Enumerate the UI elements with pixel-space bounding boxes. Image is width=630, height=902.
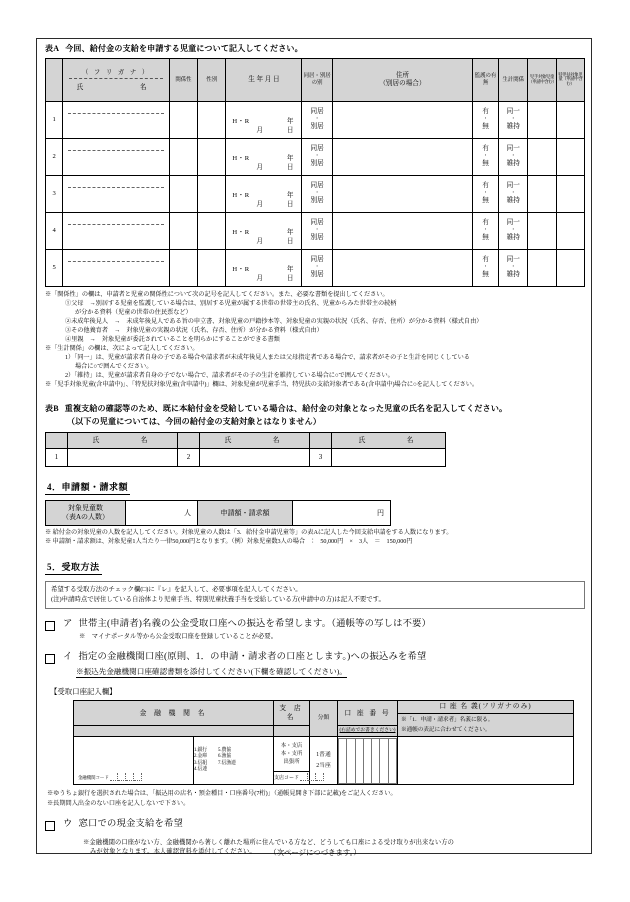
row-livelihood-opt-a: 同一 [506,145,520,153]
label-claim-amount: 申請額・請求額 [198,501,293,526]
row-livelihood-sep: ・ [510,153,516,159]
row-dob-era: H・R [232,265,250,273]
bank-h-holder: 口 座 名 義(フリガナのみ) [398,701,573,713]
row-no: 1 [46,101,63,138]
row-gender-input[interactable] [198,175,226,212]
row-special-allowance-input[interactable] [556,138,584,175]
col-no [46,58,63,101]
checkbox-option-a[interactable] [45,621,55,631]
row-address-input[interactable] [332,138,472,175]
kind-v: 金庫 [197,754,208,760]
row-livelihood-opt-b: 維持 [506,270,520,278]
bank-h-branch: 支 店 名 [274,701,310,726]
row-name-dash [68,224,163,225]
unit-yen: 円 [377,508,384,517]
option-c-subnote-2: みが対象となります。本人確認資料を添付してください。 [90,848,256,856]
option-c-subnote-1: ※金融機関の口座がない方、金融機関から著しく離れた場所に住んでいる方など、どうしても口座による受け取りが出来ない方の [83,838,455,846]
row-dob-era: H・R [232,154,250,162]
section-4-title [45,481,130,495]
row-dob-month: 月 [256,126,263,134]
bank-holder-input[interactable] [398,737,574,785]
row-custody-opt-b: 無 [482,122,489,130]
branch-line-3: 出張所 [283,759,300,766]
option-b-attachment-note: ※振込先金融機関口座確認書類を添付してください(下欄を確認してください)。 [76,667,347,678]
col-special-allowance [556,58,584,101]
row-cohabit-opt-a: 同居 [310,145,324,153]
bank-h-holder-wrap [398,701,574,737]
checkbox-option-c[interactable] [45,821,55,831]
row-cohabit-choice[interactable] [302,175,332,212]
col-special-allowance-label: 特児扶対象児童（申請中含む） [558,71,583,87]
tb-col-no-2 [178,433,200,449]
row-name-dash [68,113,163,114]
branch-line-2: 本・支所 [280,751,303,758]
row-cohabit-opt-b: 別居 [310,159,324,167]
row-cohabit-sep: ・ [314,116,320,122]
col-address-sublabel: （別居の場合） [379,79,426,87]
row-cohabit-choice[interactable] [302,249,332,286]
note-line: 1）「同一」は、児童が請求者自身の子である場合や請求者が未成年後見人または父母指定者である場合で、請求者がその子と生計を同じくしている [65,353,470,361]
page-footer: （次ページにつづきます。） [269,848,361,858]
acctno-digit[interactable] [363,738,371,783]
row-livelihood-sep: ・ [510,190,516,196]
row-address-input[interactable] [332,212,472,249]
col-livelihood [499,58,528,101]
kind-n: 1. [194,747,198,753]
table-b-caption-text: 重複支給の確認等のため、既に本給付金を受給している場合は、給付金の対象となった児童の氏名を記入してください。 [64,403,508,413]
row-dob-day: 日 [286,126,294,134]
row-custody-opt-b: 無 [482,196,489,204]
row-name-dash [68,187,163,188]
intro-line-2: (注)申請時点で居住している自治体より児童手当、特別児童扶養手当を受給している方(申請中の方)は記入不要です。 [51,596,385,604]
table-row [46,212,585,249]
label-target-count-sub: （表Aの人数） [61,513,110,522]
row-cohabit-choice[interactable] [302,212,332,249]
acctno-digit[interactable] [355,738,363,783]
row-cohabit-sep: ・ [314,190,320,196]
row-relation-input[interactable] [169,101,197,138]
row-custody-sep: ・ [483,153,489,159]
tb-col-name-3: 氏 名 [332,433,446,449]
table-amount [45,500,391,526]
table-a-notes [45,291,585,390]
note-line: が分かる資料（児童の世帯の住民票など） [75,308,192,316]
tb-row-name-input-1[interactable] [68,449,178,467]
label-target-count-main: 対象児童数 [68,504,103,513]
kind-n: 4. [194,767,198,773]
option-a-subnote: ※ マイナポータル等から公金受取口座を登録していることが必要。 [79,632,278,640]
table-a-caption-text: 今回、給付金の支給を申請する児童について記入してください。 [65,44,303,53]
furigana-label: （ フ リ ガ ナ ） [81,68,151,76]
section-5-title-text: 受取方法 [61,562,100,573]
row-custody-choice[interactable] [473,249,499,286]
acctno-digit[interactable] [339,738,347,783]
table-a [45,58,585,287]
table-b-caption-2: （以下の児童については、今回の給付金の支給対象とはなりません） [67,417,322,427]
row-custody-opt-b: 無 [482,159,489,167]
row-address-input[interactable] [332,101,472,138]
row-dob-era: H・R [232,191,250,199]
name-label: 氏 名 [76,83,156,91]
row-cohabit-opt-b: 別居 [310,122,324,130]
option-b-attachment-note-wrap [45,667,585,678]
row-custody-opt-b: 無 [482,270,489,278]
option-c-text: 窓口での現金支給を希望 [78,818,183,829]
bank-box-title: 【受取口座記入欄】 [50,687,117,697]
row-livelihood-sep: ・ [510,227,516,233]
row-relation-input[interactable] [169,175,197,212]
option-a-kana: ア [63,618,73,629]
row-no: 2 [46,138,63,175]
option-c-row[interactable] [45,818,585,831]
section-4-notes [45,529,585,547]
row-gender-input[interactable] [198,138,226,175]
row-livelihood-opt-b: 維持 [506,196,520,204]
kind-n: 6. [218,754,222,760]
row-no: 5 [46,249,63,286]
row-relation-input[interactable] [169,249,197,286]
row-cohabit-opt-a: 同居 [310,256,324,264]
option-b-kana: イ [63,652,73,663]
bank-note-line: ※ゆうちょ銀行を選択された場合は、「振込用の店名・預金種目・口座番号(7桁)」（通帳見開き下部に記載)をご記入ください。 [47,790,397,798]
note-line: 2）「維持」は、児童が請求者自身の子でない場合で、請求者がその子の生計を維持している場合に○で囲んでください。 [65,371,394,379]
col-livelihood-label: 生計関係 [502,76,525,83]
row-name-input[interactable] [63,175,169,212]
bank-branch-code-row [274,772,310,785]
bank-type-1: 1普通 [316,751,331,758]
row-dob-day: 日 [286,163,294,171]
kind-n: 3. [194,760,198,766]
kind-v: 信連 [197,767,208,773]
col-custody [473,58,499,101]
kind-v: 信組 [197,760,208,766]
row-address-input[interactable] [332,175,472,212]
intro-line-1: 希望する受取方法のチェック欄(□)に『レ』を記入して、必要事項を記入してください。 [51,586,302,594]
row-livelihood-choice[interactable] [499,138,528,175]
bank-holder-note-1: ※「1．申請・請求者」名義に限る。 [398,714,573,726]
row-custody-sep: ・ [483,227,489,233]
row-dob-month: 月 [256,200,263,208]
kind-v: 漁協 [221,754,232,760]
row-custody-choice[interactable] [473,212,499,249]
row-dob-input[interactable] [226,175,302,212]
row-gender-input[interactable] [198,249,226,286]
row-custody-opt-a: 有 [482,256,489,264]
row-livelihood-sep: ・ [510,264,516,270]
table-a-label: 表A [45,44,60,53]
row-custody-sep: ・ [483,190,489,196]
row-special-allowance-input[interactable] [556,249,584,286]
row-dob-era: H・R [232,117,250,125]
tb-row-no-2: 2 [178,449,200,467]
row-livelihood-opt-a: 同一 [506,219,520,227]
row-name-dash [68,150,163,151]
col-relation [169,58,197,101]
note-line: 場合に○で囲んでください。 [75,362,153,370]
row-dob-day: 日 [286,237,294,245]
table-row [46,175,585,212]
col-cohabit [302,58,332,101]
row-dob-day: 日 [286,274,294,282]
col-child-allowance [528,58,556,101]
tb-col-no-3 [310,433,332,449]
row-custody-sep: ・ [483,116,489,122]
row-dob-year: 年 [286,265,294,273]
option-b-text: 指定の金融機関口座(原則、1．の申請・請求者の口座とします。)への振込みを希望 [78,652,427,663]
row-livelihood-opt-a: 同一 [506,108,520,116]
col-custody-label: 監護の有無 [474,73,497,86]
row-livelihood-sep: ・ [510,116,516,122]
bank-notes [45,789,585,808]
option-a-row[interactable] [45,618,585,631]
row-name-input[interactable] [63,249,169,286]
row-dob-month: 月 [256,237,263,245]
row-relation-input[interactable] [169,212,197,249]
row-cohabit-opt-b: 別居 [310,196,324,204]
row-child-allowance-input[interactable] [528,249,556,286]
row-dob-month: 月 [256,274,263,282]
row-child-allowance-input[interactable] [528,212,556,249]
row-livelihood-choice[interactable] [499,212,528,249]
row-cohabit-choice[interactable] [302,101,332,138]
row-dob-year: 年 [286,228,294,236]
row-cohabit-sep: ・ [314,153,320,159]
row-livelihood-opt-a: 同一 [506,256,520,264]
row-livelihood-opt-b: 維持 [506,233,520,241]
section-5-number: 5． [47,562,62,573]
row-dob-era: H・R [232,228,250,236]
row-cohabit-opt-b: 別居 [310,270,324,278]
label-target-count [46,501,126,526]
checkbox-option-b[interactable] [45,654,55,664]
section-5-heading [45,561,585,575]
table-row [46,138,585,175]
input-target-count[interactable] [126,501,198,526]
row-cohabit-opt-a: 同居 [310,108,324,116]
row-custody-opt-b: 無 [482,233,489,241]
table-row [46,449,446,467]
row-child-allowance-input[interactable] [528,101,556,138]
kind-v: 銀行 [197,747,208,753]
bank-h-type: 分類 [310,701,338,737]
col-dob [226,58,302,101]
col-address [332,58,472,101]
option-b-row[interactable] [45,651,585,664]
row-child-allowance-input[interactable] [528,175,556,212]
branch-code-cells[interactable] [300,773,324,781]
row-cohabit-opt-b: 別居 [310,233,324,241]
tb-col-no-1 [46,433,68,449]
input-claim-amount[interactable] [293,501,391,526]
note-line: ②未成年後見人 → 未成年後見人である旨の申立書、対象児童の戸籍抄本等、対象児童の実親の状況（氏名、存否、住所）が分かる資料（様式自由） [65,317,483,325]
row-gender-input[interactable] [198,212,226,249]
row-custody-opt-a: 有 [482,219,489,227]
row-gender-input[interactable] [198,101,226,138]
table-a-caption [45,44,585,55]
note-line: ※「関係性」の欄は、申請者と児童の関係性について次の記号を記入してください。また、必要な書類を提出してください。 [45,290,389,298]
bank-code-row [76,773,142,781]
kind-n: 7. [218,760,222,766]
bank-code-cells[interactable] [110,773,142,781]
row-custody-sep: ・ [483,264,489,270]
note-line: ①父母 →別居する児童を監護している場合は、別居する児童が属する世帯の世帯主の氏名、児童からみた世帯主の続柄 [65,299,397,307]
table-row [46,249,585,286]
bank-kind-legend [194,737,274,785]
row-name-dash [68,261,163,262]
section-5-title [45,561,102,575]
row-name-input[interactable] [63,212,169,249]
table-b-label: 表B [45,403,59,413]
row-dob-input[interactable] [226,138,302,175]
row-relation-input[interactable] [169,138,197,175]
tb-col-name-2: 氏 名 [200,433,310,449]
option-a-text: 世帯主(申請者)名義の公金受取口座への振込を希望します。（通帳等の写しは不要） [78,618,432,629]
row-cohabit-sep: ・ [314,264,320,270]
row-no: 3 [46,175,63,212]
bank-h-acctno [338,701,398,726]
bank-h-acctno-sub [338,725,398,736]
row-special-allowance-input[interactable] [556,101,584,138]
acctno-digit[interactable] [388,738,396,783]
tb-row-no-3: 3 [310,449,332,467]
col-child-allowance-label: 児手対象児童（申請中含む） [528,74,557,84]
row-custody-choice[interactable] [473,101,499,138]
row-cohabit-sep: ・ [314,227,320,233]
bank-type-2: 2当座 [316,762,331,769]
col-gender-label: 性別 [206,76,218,83]
note-line: ※ 申請額・請求額は、対象児童1人当たり一律50,000円となります。（例）対象児童数3人の場合 ： 50,000円 × 3人 ＝ 150,000円 [45,538,413,546]
row-custody-opt-a: 有 [482,108,489,116]
section-4-title-text: 申請額・請求額 [61,482,129,493]
row-livelihood-choice[interactable] [499,101,528,138]
row-no: 4 [46,212,63,249]
bank-institution-input[interactable] [74,737,194,785]
tb-row-name-input-2[interactable] [200,449,310,467]
row-dob-month: 月 [256,163,263,171]
note-line: ※ 給付金の対象児童の人数を記入してください。対象児童の人数は「3．給付金申請児童等」の表Aに記入した今回支給申請をする人数になります。 [45,529,453,537]
row-custody-opt-a: 有 [482,182,489,190]
col-gender [198,58,226,101]
row-special-allowance-input[interactable] [556,175,584,212]
tb-col-name-1: 氏 名 [68,433,178,449]
table-b-caption [45,404,585,415]
branch-line-1: 本・支店 [280,743,303,750]
row-dob-input[interactable] [226,212,302,249]
row-name-input[interactable] [63,101,169,138]
row-dob-year: 年 [286,191,294,199]
receive-method-intro-box [45,581,585,608]
row-livelihood-opt-b: 維持 [506,159,520,167]
row-name-input[interactable] [63,138,169,175]
row-cohabit-choice[interactable] [302,138,332,175]
kind-n: 2. [194,754,198,760]
tb-row-no-1: 1 [46,449,68,467]
kind-n: 5. [218,747,222,753]
bank-holder-note-2: ※通帳の表記に合わせてください。 [398,724,573,736]
bank-note-line: ※長期間入出金のない口座を記入しないで下さい。 [47,799,190,807]
row-livelihood-opt-a: 同一 [506,182,520,190]
row-livelihood-choice[interactable] [499,175,528,212]
section-4-number: 4． [47,482,62,493]
row-dob-day: 日 [286,200,294,208]
kind-v: 信漁連 [221,760,236,766]
row-dob-input[interactable] [226,249,302,286]
bank-acctno-input[interactable] [338,737,398,785]
row-child-allowance-input[interactable] [528,138,556,175]
kind-v: 農協 [221,747,232,753]
bank-branch-input[interactable] [274,737,310,772]
note-line: ※「児手対象児童(含申請中)」、「特児扶対象児童(含申請中)」欄は、対象児童が児童手当、特児扶の支給対象者である(含申請中)場合に○を記入してください。 [45,380,479,388]
col-name [63,58,169,101]
note-line: ③その他養育者 → 対象児童の実親の状況（氏名、存否、住所）が分かる資料（様式自由） [65,326,323,334]
col-cohabit-label: 同居・別居の別 [303,73,331,86]
branch-code-label: 支店コード [274,776,300,782]
acctno-digit[interactable] [372,738,380,783]
unit-person: 人 [184,508,191,517]
option-c-kana: ウ [63,818,73,829]
section-4-heading [45,481,585,495]
acctno-digit[interactable] [380,738,388,783]
bank-code-label: 金融機関コード [78,775,109,781]
row-cohabit-opt-a: 同居 [310,182,324,190]
acctno-digit[interactable] [347,738,355,783]
row-dob-year: 年 [286,154,294,162]
table-bank-account [73,700,574,785]
row-cohabit-opt-a: 同居 [310,219,324,227]
bank-h-acctno-sub-text: (右詰めでお書きください) [339,727,396,733]
row-livelihood-choice[interactable] [499,249,528,286]
bank-h-institution: 金 融 機 関 名 [74,701,274,726]
row-address-input[interactable] [332,249,472,286]
row-dob-input[interactable] [226,101,302,138]
note-line: ④里親 → 対象児童が委託されていることを明らかにすることができる書類 [65,335,280,343]
row-dob-year: 年 [286,117,294,125]
col-dob-label: 生 年 月 日 [248,75,280,83]
note-line: ※「生計関係」の欄は、次によって記入してください。 [45,344,199,352]
row-livelihood-opt-b: 維持 [506,122,520,130]
col-address-label: 住所 [395,71,410,79]
row-custody-choice[interactable] [473,175,499,212]
tb-row-name-input-3[interactable] [332,449,446,467]
table-b [45,432,446,467]
row-custody-choice[interactable] [473,138,499,175]
col-relation-label: 関係性 [175,76,192,83]
table-row [46,101,585,138]
row-special-allowance-input[interactable] [556,212,584,249]
row-custody-opt-a: 有 [482,145,489,153]
bank-h-acctno-main: 口 座 番 号 [344,709,391,717]
